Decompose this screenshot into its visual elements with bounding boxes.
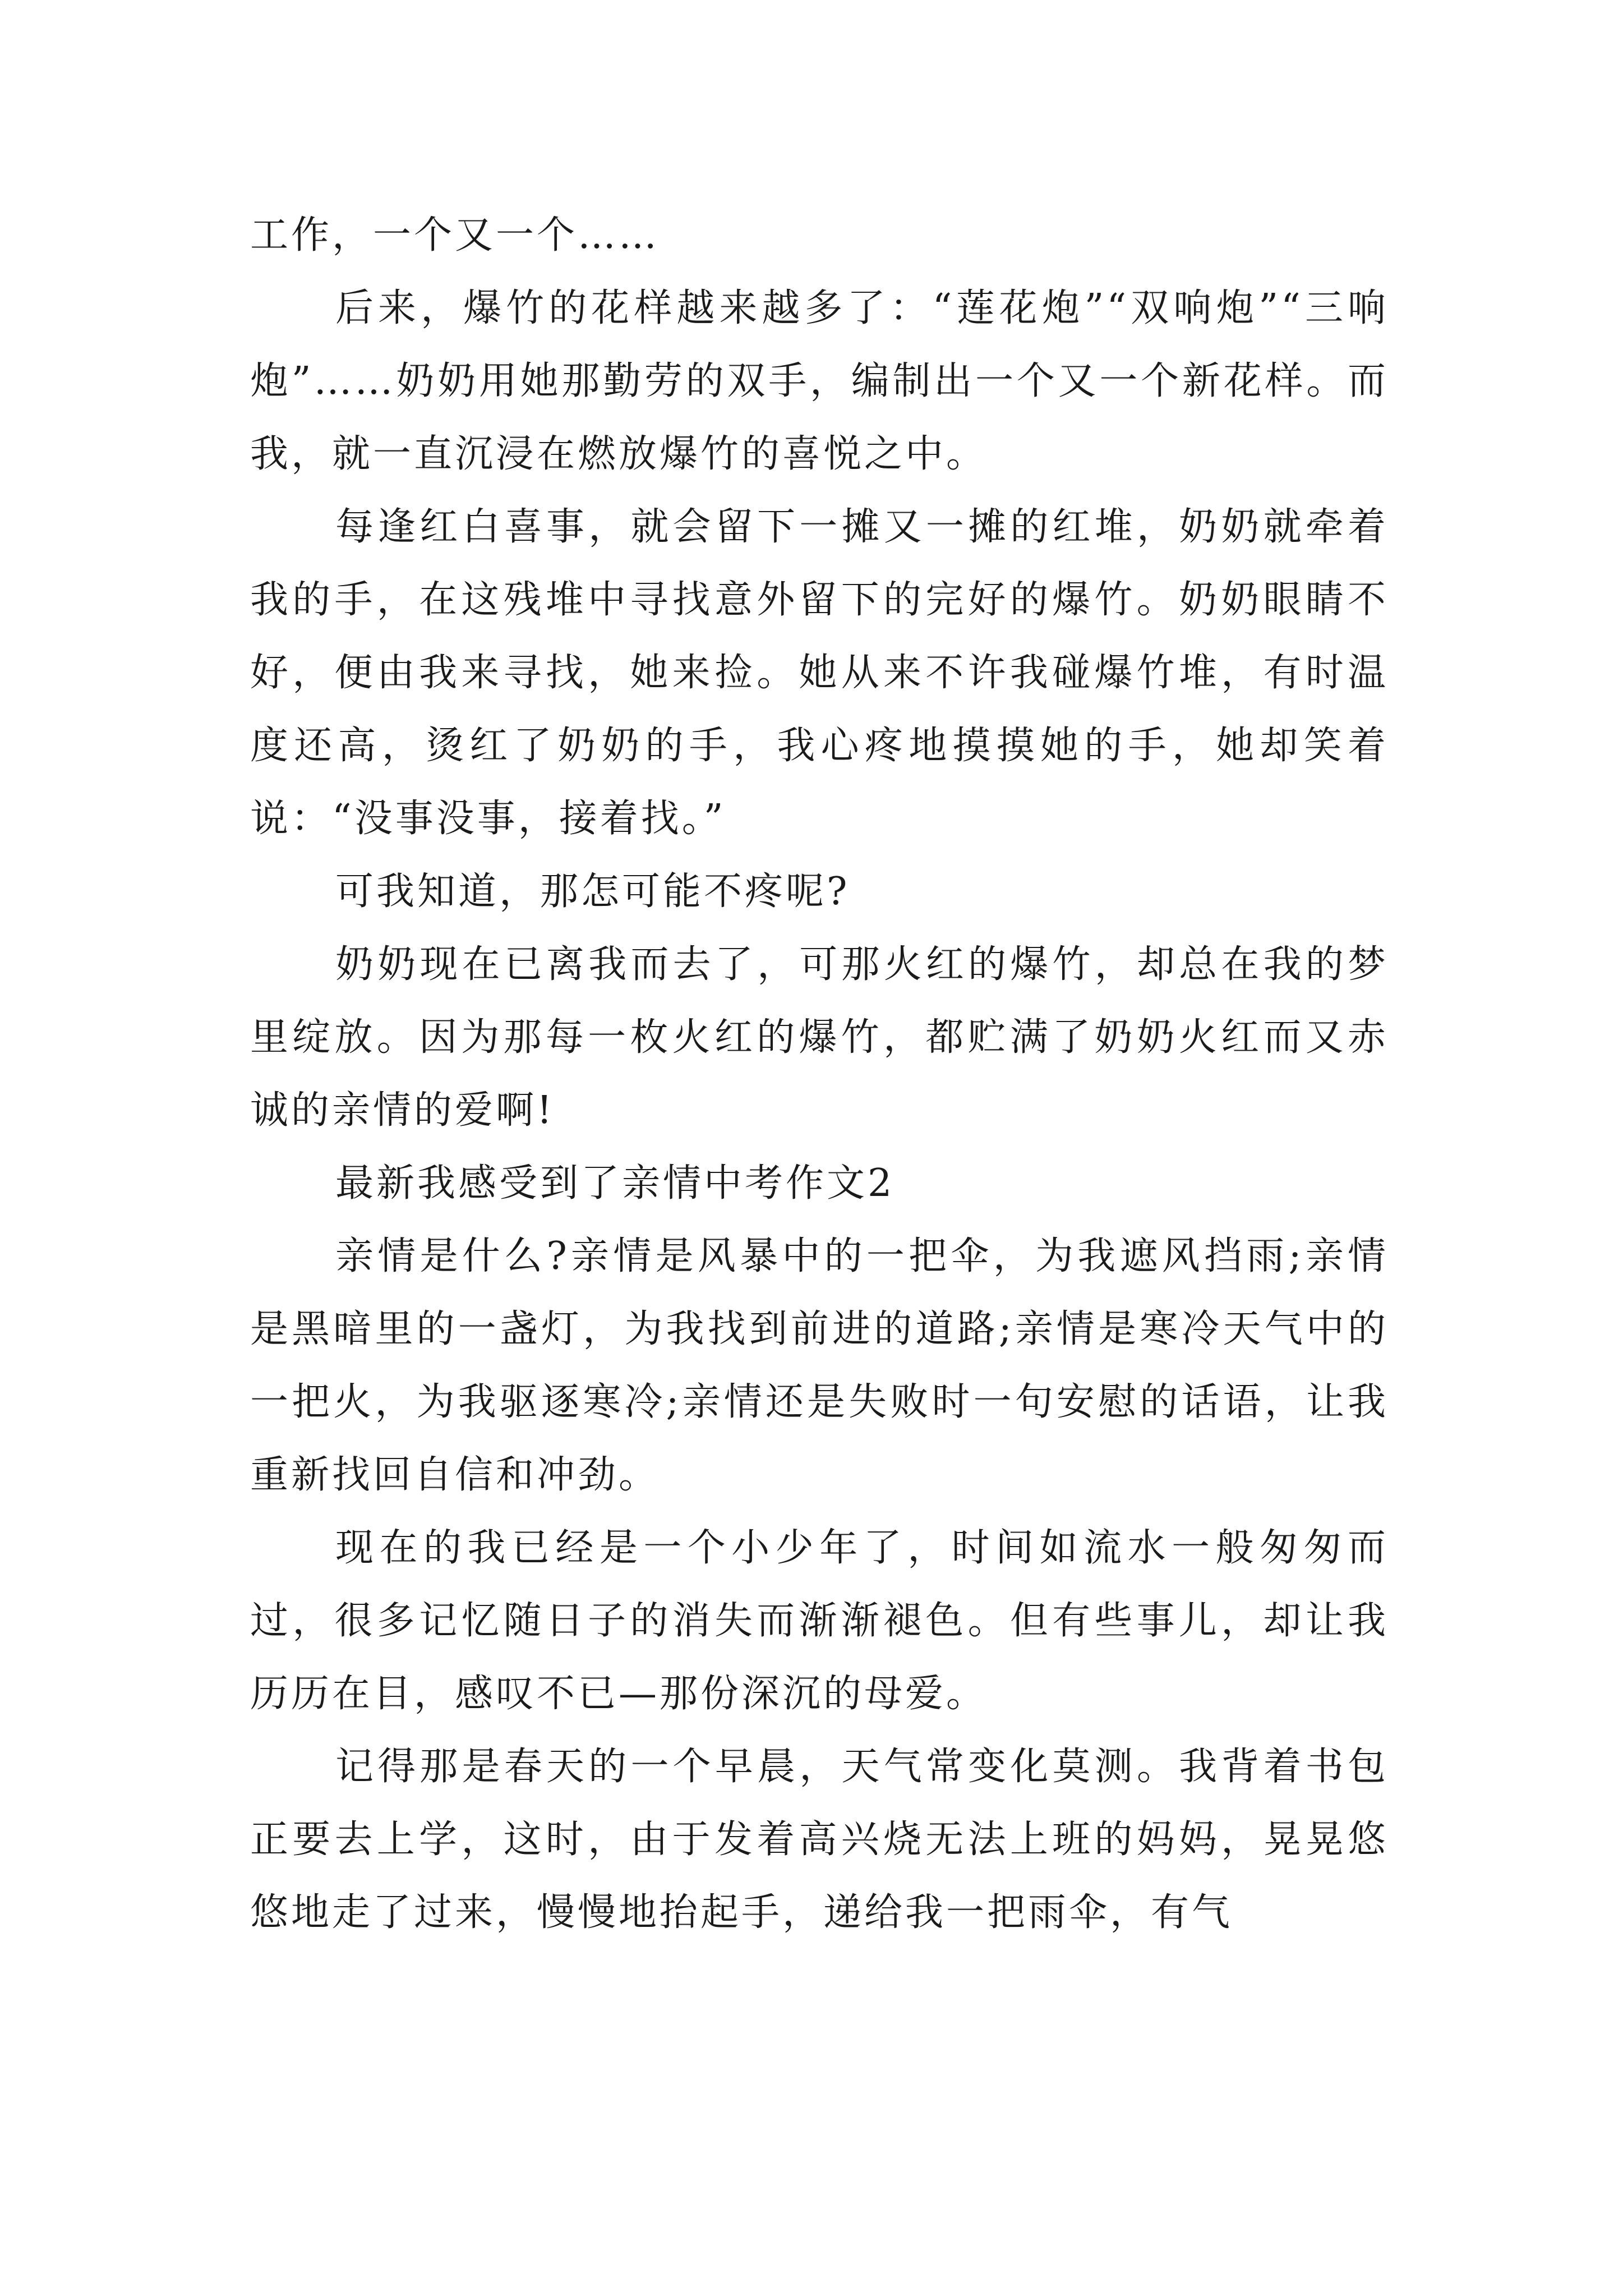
paragraph-what-is-family-love: 亲情是什么?亲情是风暴中的一把伞，为我遮风挡雨;亲情是黑暗里的一盏灯，为我找到前进的道路;亲情是寒冷天气中的一把火，为我驱逐寒冷;亲情还是失败时一句安慰的话语，让我重新找回自信和冲劲。 (250, 1234, 1389, 1497)
paragraph-spring-morning: 记得那是春天的一个早晨，天气常变化莫测。我背着书包正要去上学，这时，由于发着高兴烧无法上班的妈妈，晃晃悠悠地走了过来，慢慢地抬起手，递给我一把雨伞，有气 (250, 1745, 1389, 1935)
paragraph-continuation: 工作，一个又一个…… (250, 213, 660, 257)
paragraph-grandma-gone: 奶奶现在已离我而去了，可那火红的爆竹，却总在我的梦里绽放。因为那每一枚火红的爆竹，都贮满了奶奶火红而又赤诚的亲情的爱啊! (250, 942, 1389, 1133)
paragraph-firecracker-styles: 后来，爆竹的花样越来越多了：“莲花炮”“双响炮”“三响炮”……奶奶用她那勤劳的双手，编制出一个又一个新花样。而我，就一直沉浸在燃放爆竹的喜悦之中。 (250, 286, 1389, 476)
essay-title-2: 最新我感受到了亲情中考作文2 (335, 1161, 895, 1205)
paragraph-searching-firecrackers: 每逢红白喜事，就会留下一摊又一摊的红堆，奶奶就牵着我的手，在这残堆中寻找意外留下的完好的爆竹。奶奶眼睛不好，便由我来寻找，她来捡。她从来不许我碰爆竹堆，有时温度还高，烫红了奶奶的手，我心疼地摸摸她的手，她却笑着说：“没事没事，接着找。” (250, 505, 1389, 841)
essay-body (250, 199, 1389, 1949)
paragraph-how-could-it-not-hurt: 可我知道，那怎可能不疼呢? (335, 869, 850, 914)
paragraph-memories-fade: 现在的我已经是一个小少年了，时间如流水一般匆匆而过，很多记忆随日子的消失而渐渐褪色。但有些事儿，却让我历历在目，感叹不已—那份深沉的母爱。 (250, 1526, 1389, 1716)
